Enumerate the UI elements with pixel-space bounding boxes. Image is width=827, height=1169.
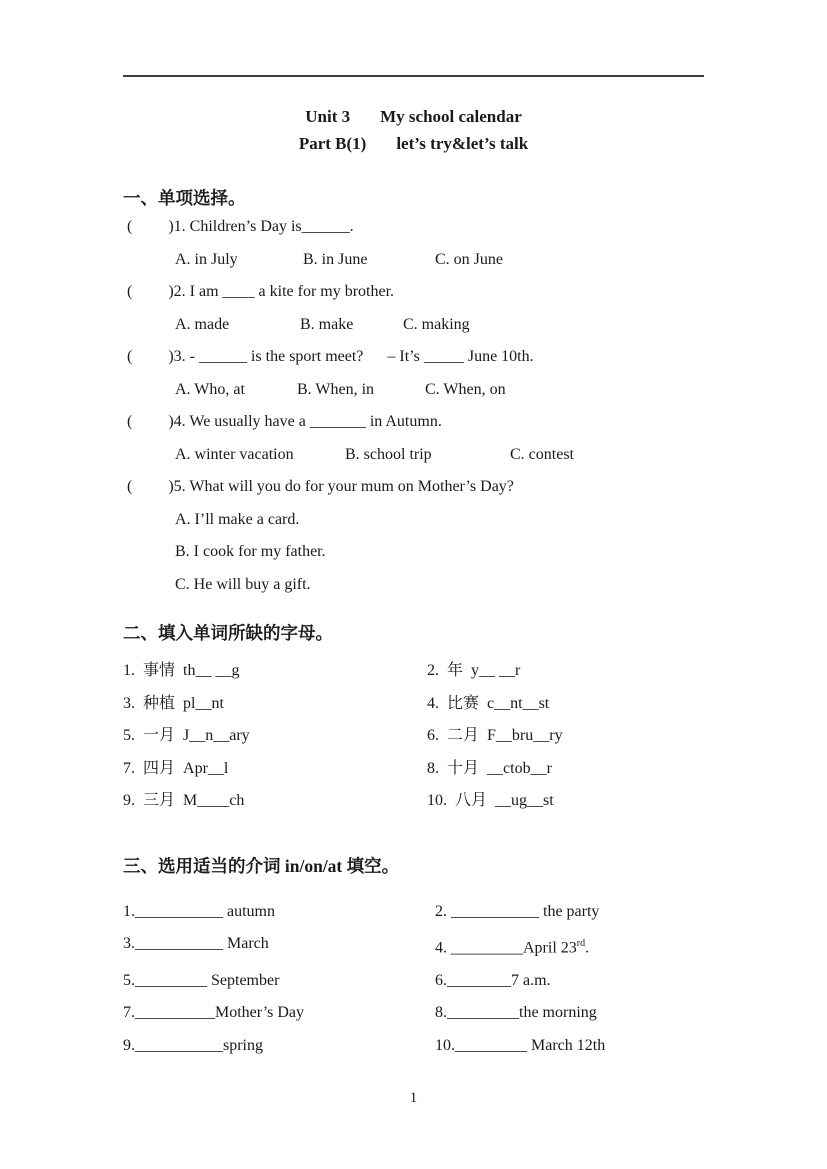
item-word-blank: c__nt__st [487,694,550,712]
option-c: C. He will buy a gift. [175,575,311,593]
header-rule [123,75,704,77]
section3-items [123,896,704,1063]
question-4-stem: ( )4. We usually have a _______ in Autumn. [127,413,442,430]
question-1-options [123,244,704,277]
question-2-stem: ( )2. I am ____ a kite for my brother. [127,283,395,300]
item-number: 4. [435,939,447,957]
prep-row [123,928,704,965]
item-word-blank: F__bru__ry [487,727,563,744]
item-word-blank: Apr__l [183,759,229,777]
option-c: C. on June [435,250,503,268]
item-chinese: 三月 [143,792,176,809]
item-chinese: 比赛 [447,694,480,712]
unit-label: Unit 3 [305,107,351,126]
prep-row [123,997,704,1030]
item-phrase: spring [223,1036,263,1054]
question-3-options [123,374,704,407]
item-phrase: September [211,971,280,989]
item-chinese: 事情 [143,662,176,679]
fill-item-1 [123,655,427,688]
item-phrase: the morning [519,1004,597,1022]
fill-item-6 [427,720,563,753]
item-number: 1. [123,902,135,920]
blank-line: ___________ [135,935,227,952]
section1-questions [123,211,704,601]
item-phrase: 7 a.m. [511,971,551,989]
option-b: B. in June [303,250,368,268]
blank-line: ___________ [447,902,543,920]
item-number: 3. [123,694,135,712]
ordinal-suffix: rd [576,938,586,949]
blank-line: ________ [447,971,511,989]
item-chinese: 种植 [143,694,176,712]
option-b: B. school trip [345,445,432,463]
option-c: C. contest [510,445,574,463]
title-line-1 [123,103,704,130]
item-number: 6. [427,727,439,744]
blank-line: ___________ [135,1036,223,1054]
section2-heading: 二、填入单词所缺的字母。 [123,623,333,643]
prep-item-6 [435,965,551,998]
worksheet-title [123,103,704,157]
item-word-blank: __ug__st [495,792,554,809]
unit-name: My school calendar [380,107,522,126]
fill-item-7 [123,753,427,786]
option-c: C. making [403,315,470,333]
item-word-blank: __ctob__r [487,759,552,777]
question-1-stem: ( )1. Children’s Day is______. [127,218,354,235]
item-phrase-tail: . [585,939,590,957]
option-a: A. winter vacation [175,445,294,463]
question-2-options [123,309,704,342]
fill-row [123,688,704,721]
blank-line: __________ [135,1004,215,1022]
item-chinese: 四月 [143,759,176,777]
prep-row [123,965,704,998]
item-number: 3. [123,935,135,952]
item-number: 9. [123,1036,135,1054]
item-word-blank: pl__nt [183,694,224,712]
item-number: 6. [435,971,447,989]
section3-heading: 三、选用适当的介词 in/on/at 填空。 [123,855,400,876]
option-b: B. I cook for my father. [175,543,326,560]
option-a: A. I’ll make a card. [175,510,300,528]
item-word-blank: y__ __r [471,662,521,679]
item-number: 5. [123,971,135,989]
fill-item-10 [427,785,554,818]
fill-row [123,753,704,786]
prep-item-4 [435,928,589,965]
fill-item-5 [123,720,427,753]
item-number: 4. [427,694,439,712]
blank-line: _________ [447,1004,519,1022]
part-name: let’s try&let’s talk [396,134,529,153]
option-c: C. When, on [425,380,506,398]
option-b: B. make [300,315,354,333]
fill-row [123,655,704,688]
prep-item-10 [435,1030,605,1063]
item-chinese: 一月 [143,727,176,744]
fill-item-3 [123,688,427,721]
fill-item-4 [427,688,549,721]
fill-item-8 [427,753,552,786]
prep-row [123,1030,704,1063]
option-a: A. made [175,315,230,333]
item-phrase: the party [543,902,600,920]
item-word-blank: J__n__ary [183,727,250,744]
item-number: 8. [427,759,439,777]
prep-item-9 [123,1030,435,1063]
prep-item-5 [123,965,435,998]
fill-item-2 [427,655,520,688]
prep-item-3 [123,928,435,965]
option-a: A. Who, at [175,380,245,398]
blank-line: _________ [455,1036,531,1054]
item-phrase: autumn [227,902,275,920]
blank-line: ___________ [135,902,227,920]
prep-row [123,896,704,929]
question-3-stem: ( )3. - ______ is the sport meet? – It’s _____ June 10th. [127,348,534,365]
item-number: 1. [123,662,135,679]
item-phrase: Mother’s Day [215,1004,305,1022]
item-number: 10. [427,792,447,809]
item-number: 5. [123,727,135,744]
prep-item-2 [435,896,599,929]
blank-line: _________ [447,939,523,957]
item-chinese: 二月 [447,727,480,744]
item-chinese: 八月 [455,792,488,809]
prep-item-1 [123,896,435,929]
option-a: A. in July [175,250,238,268]
blank-line: _________ [135,971,211,989]
item-number: 10. [435,1036,455,1054]
part-label: Part B(1) [298,134,367,153]
section1-heading: 一、单项选择。 [123,188,246,208]
item-number: 2. [427,662,439,679]
fill-item-9 [123,785,427,818]
title-line-2 [123,130,704,157]
prep-item-7 [123,997,435,1030]
item-phrase: March [227,935,269,952]
fill-row [123,720,704,753]
section2-items [123,655,704,818]
item-number: 9. [123,792,135,809]
prep-item-8 [435,997,597,1030]
item-number: 2. [435,902,447,920]
page-number: 1 [409,1090,418,1107]
item-word-blank: th__ __g [183,662,240,679]
item-number: 7. [123,759,135,777]
item-chinese: 十月 [447,759,480,777]
fill-row [123,785,704,818]
question-5-stem: ( )5. What will you do for your mum on Mother’s Day? [127,478,514,495]
item-number: 7. [123,1004,135,1022]
item-word-blank: M____ch [183,792,245,809]
item-phrase: March 12th [531,1036,606,1054]
question-4-options [123,439,704,472]
item-chinese: 年 [447,662,464,679]
item-number: 8. [435,1004,447,1022]
item-phrase: April 23 [523,939,577,957]
option-b: B. When, in [297,380,375,398]
